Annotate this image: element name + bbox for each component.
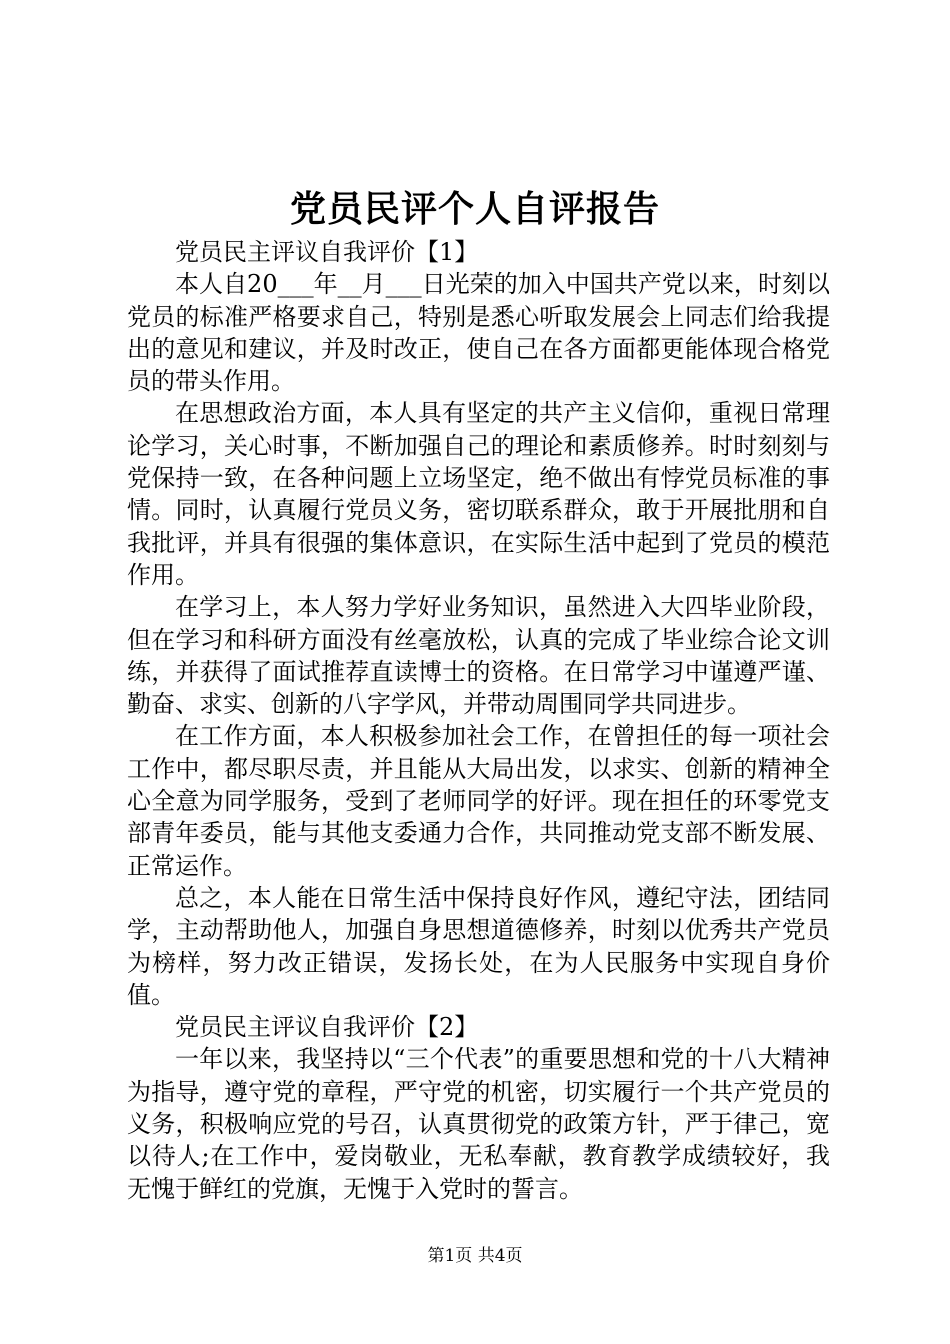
page-footer: 第1页 共4页 [427,1246,523,1266]
paragraph: 在思想政治方面，本人具有坚定的共产主义信仰，重视日常理论学习，关心时事，不断加强自己的理论和素质修养。时时刻刻与党保持一致，在各种问题上立场坚定，绝不做出有悖党员标准的事情。同时，认真履行党员义务，密切联系群众，敢于开展批朋和自我批评，并具有很强的集体意识，在实际生活中起到了党员的模范作用。 [127,399,830,589]
paragraph: 在学习上，本人努力学好业务知识，虽然进入大四毕业阶段，但在学习和科研方面没有丝毫放松，认真的完成了毕业综合论文训练，并获得了面试推荐直读博士的资格。在日常学习中谨遵严谨、勤奋、求实、创新的八字学风，并带动周围同学共同进步。 [127,593,830,719]
section-heading-1: 党员民主评议自我评价【1】 [175,238,479,266]
document-body [127,236,830,1205]
paragraph: 在工作方面，本人积极参加社会工作，在曾担任的每一项社会工作中，都尽职尽责，并且能从大局出发，以求实、创新的精神全心全意为同学服务，受到了老师同学的好评。现在担任的环零党支部青年委员，能与其他支委通力合作，共同推动党支部不断发展、正常运作。 [127,722,830,880]
paragraph: 本人自20___年__月___日光荣的加入中国共产党以来，时刻以党员的标准严格要求自己，特别是悉心听取发展会上同志们给我提出的意见和建议，并及时改正，使自己在各方面都更能体现合格党员的带头作用。 [127,270,830,396]
paragraph: 总之，本人能在日常生活中保持良好作风，遵纪守法，团结同学，主动帮助他人，加强自身思想道德修养，时刻以优秀共产党员为榜样，努力改正错误，发扬长处，在为人民服务中实现自身价值。 [127,883,830,1009]
document-title: 党员民评个人自评报告 [289,188,660,230]
section-heading-2: 党员民主评议自我评价【2】 [175,1013,479,1042]
paragraph: 一年以来，我坚持以“三个代表”的重要思想和党的十八大精神为指导，遵守党的章程，严守党的机密，切实履行一个共产党员的义务，积极响应党的号召，认真贯彻党的政策方针，严于律己，宽以待人;在工作中，爱岗敬业，无私奉献，教育教学成绩较好，我无愧于鲜红的党旗，无愧于入党时的誓言。 [127,1045,830,1203]
